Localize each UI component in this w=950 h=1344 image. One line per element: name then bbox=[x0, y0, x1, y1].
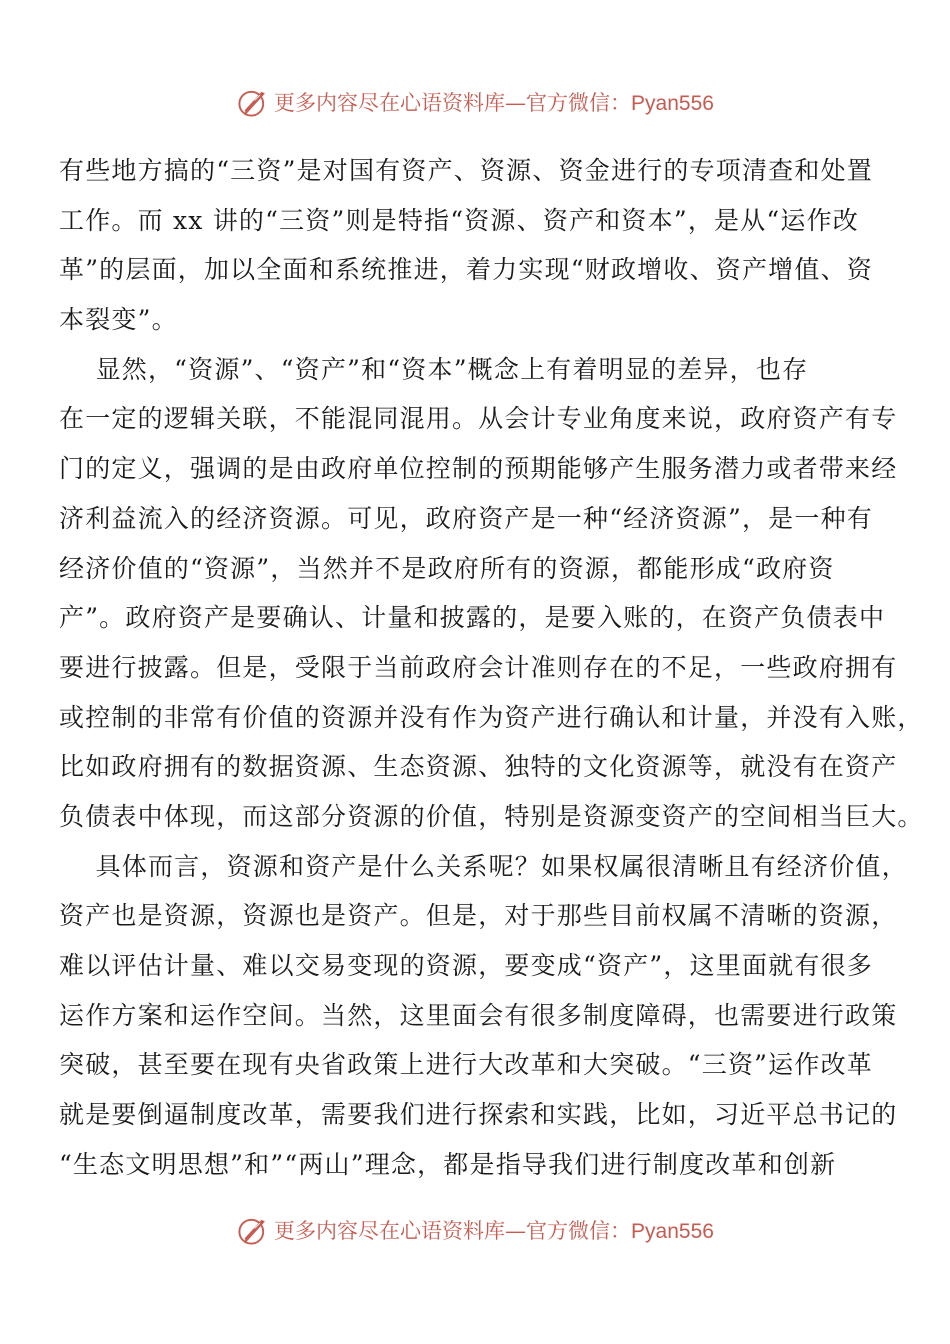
text-line: 有些地方搞的“三资”是对国有资产、资源、资金进行的专项清查和处置 bbox=[59, 156, 873, 185]
watermark-text: 更多内容尽在心语资料库—官方微信：Pyan556 bbox=[274, 1219, 714, 1243]
text-line: 资产也是资源，资源也是资产。但是，对于那些目前权属不清晰的资源， bbox=[59, 901, 898, 931]
text-line: 比如政府拥有的数据资源、生态资源、独特的文化资源等，就没有在资产 bbox=[59, 752, 898, 782]
text-line: 难以评估计量、难以交易变现的资源，要变成“资产”，这里面就有很多 bbox=[59, 951, 873, 980]
quill-logo-icon bbox=[236, 85, 270, 119]
text-line: 在一定的逻辑关联，不能混同混用。从会计专业角度来说，政府资产有专 bbox=[59, 404, 898, 434]
watermark-footer bbox=[0, 1210, 950, 1250]
watermark-id: Pyan556 bbox=[631, 92, 714, 115]
quill-logo-icon bbox=[236, 1213, 270, 1247]
watermark-header bbox=[0, 82, 950, 122]
text-line: 要进行披露。但是，受限于当前政府会计准则存在的不足，一些政府拥有 bbox=[59, 652, 898, 682]
text-line: 工作。而 xx 讲的“三资”则是特指“资源、资产和资本”，是从“运作改 bbox=[59, 205, 859, 235]
text-line: 革”的层面，加以全面和系统推进，着力实现“财政增收、资产增值、资 bbox=[59, 255, 873, 285]
text-line: 就是要倒逼制度改革，需要我们进行探索和实践，比如，习近平总书记的 bbox=[59, 1100, 898, 1130]
text-line: 本裂变”。 bbox=[59, 305, 178, 335]
text-line: 经济价值的“资源”，当然并不是政府所有的资源，都能形成“政府资 bbox=[59, 553, 835, 583]
document-body bbox=[59, 146, 924, 1189]
text-line: 济利益流入的经济资源。可见，政府资产是一种“经济资源”，是一种有 bbox=[59, 503, 873, 533]
text-line: 显然，“资源”、“资产”和“资本”概念上有着明显的差异，也存 bbox=[59, 354, 809, 384]
watermark-id: Pyan556 bbox=[631, 1220, 714, 1243]
text-line: 负债表中体现，而这部分资源的价值，特别是资源变资产的空间相当巨大。 bbox=[59, 801, 924, 831]
text-line: 产”。政府资产是要确认、计量和披露的，是要入账的，在资产负债表中 bbox=[59, 603, 886, 633]
text-line: 具体而言，资源和资产是什么关系呢？如果权属很清晰且有经济价值， bbox=[59, 851, 908, 881]
text-line: 突破，甚至要在现有央省政策上进行大改革和大突破。“三资”运作改革 bbox=[59, 1050, 873, 1080]
text-line: 运作方案和运作空间。当然，这里面会有很多制度障碍，也需要进行政策 bbox=[59, 1000, 898, 1030]
text-line: 门的定义，强调的是由政府单位控制的预期能够产生服务潜力或者带来经 bbox=[59, 454, 898, 484]
watermark-text: 更多内容尽在心语资料库—官方微信：Pyan556 bbox=[274, 91, 714, 115]
text-line: 或控制的非常有价值的资源并没有作为资产进行确认和计量，并没有入账， bbox=[59, 702, 924, 732]
text-line: “生态文明思想”和”“两山”理念，都是指导我们进行制度改革和创新 bbox=[59, 1149, 837, 1179]
